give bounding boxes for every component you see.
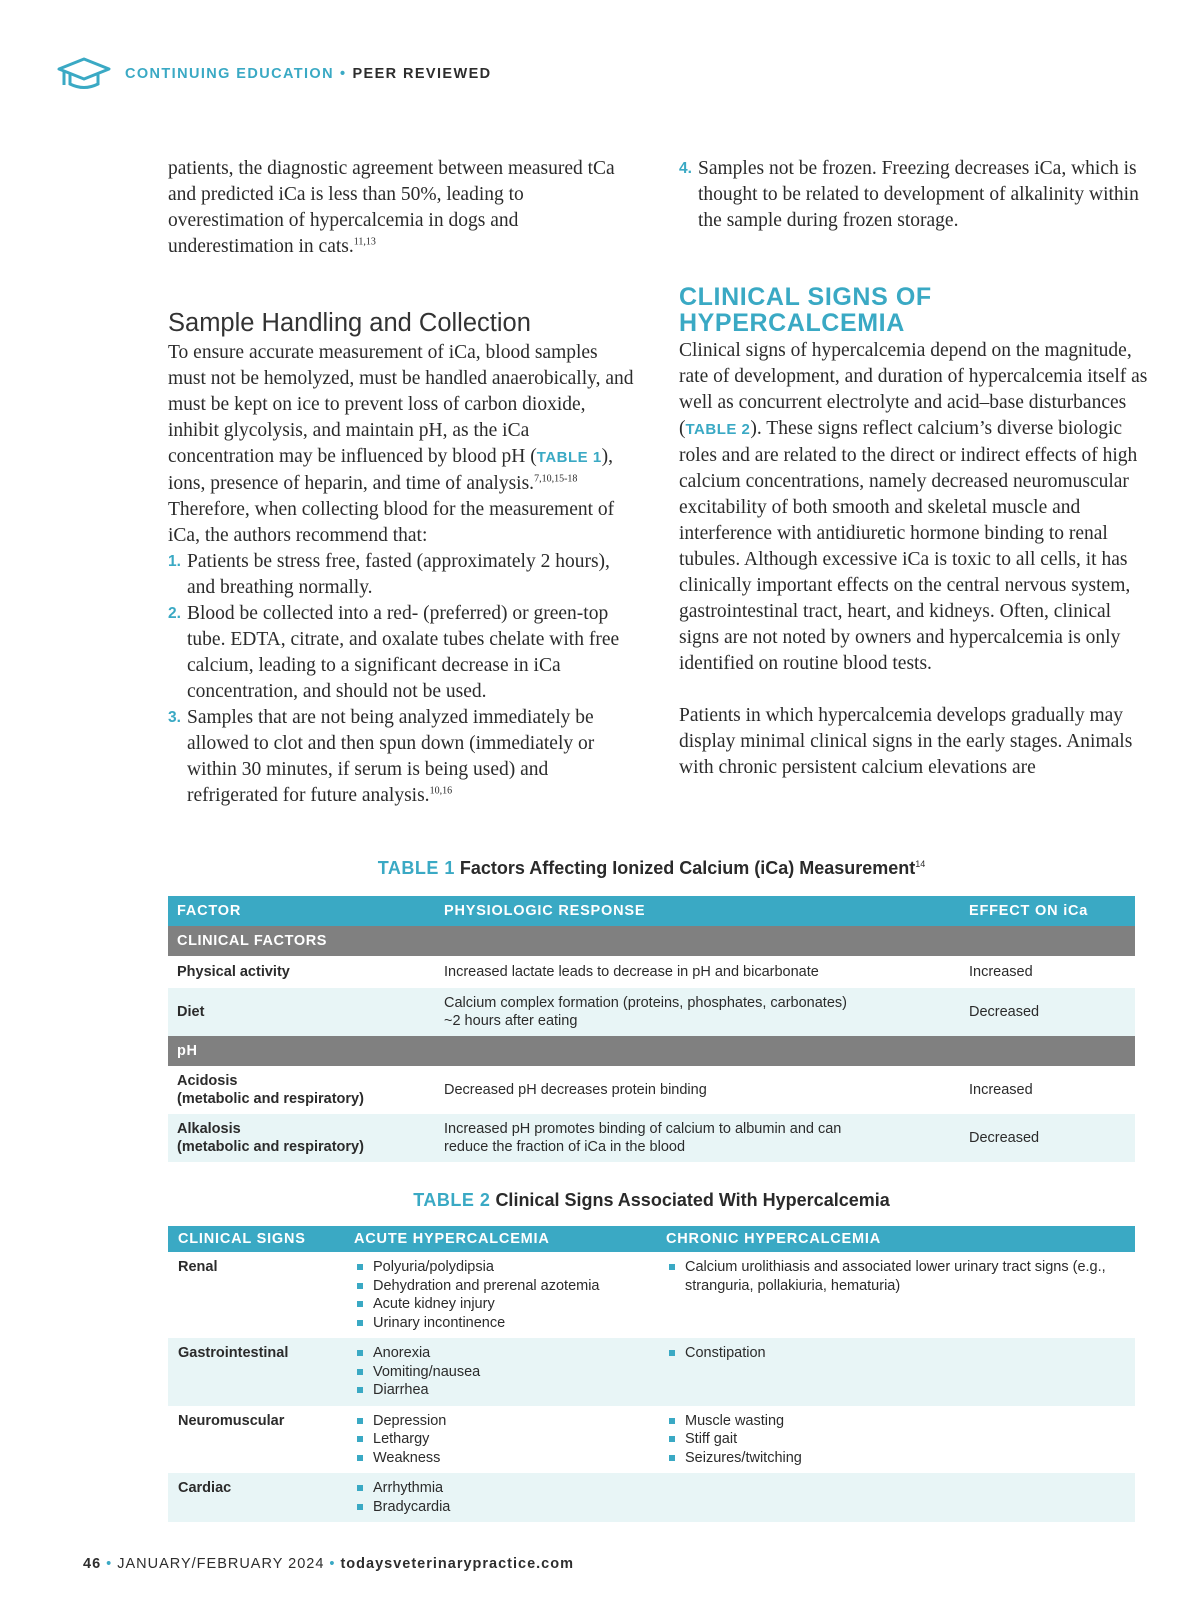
column-header: CHRONIC HYPERCALCEMIA bbox=[656, 1226, 1135, 1252]
clinical-signs-paragraph: Clinical signs of hypercalcemia depend on the magnitude, rate of development, and duration of hypercalcemia itself as well as concurrent electrolyte and acid–base disturbances (TABLE 2). These signs reflect calcium’s diverse biologic roles and are related to the direct or indirect effects of high calcium concentrations, namely decreased neuromuscular excitability of both smooth and skeletal muscle and interference with antidiuretic hormone binding to renal tubules. Although excessive iCa is toxic to all cells, it has clinically important effects on the central nervous system, gastrointestinal tract, heart, and kidneys. Often, clinical signs are not noted by owners and hypercalcemia is only identified on routine blood tests. bbox=[679, 340, 1148, 674]
continuing-education-label: CONTINUING EDUCATION bbox=[125, 66, 334, 82]
list-item: 4. Samples not be frozen. Freezing decreases iCa, which is thought to be related to development of alkalinity within the sample during frozen storage. bbox=[679, 158, 1139, 231]
table-2 bbox=[168, 1226, 1135, 1522]
column-header: ACUTE HYPERCALCEMIA bbox=[344, 1226, 656, 1252]
section-heading-clinical-signs: CLINICAL SIGNS OF HYPERCALCEMIA bbox=[679, 283, 932, 337]
table-2-reference[interactable]: TABLE 2 bbox=[685, 421, 751, 438]
table-row: Gastrointestinal Anorexia Vomiting/nausea Diarrhea Constipation bbox=[168, 1338, 1135, 1406]
left-column bbox=[168, 156, 638, 809]
column-header: FACTOR bbox=[168, 896, 435, 926]
graduation-cap-icon bbox=[56, 56, 112, 92]
page-number: 46 bbox=[83, 1556, 102, 1572]
right-column bbox=[679, 156, 1149, 781]
issue-date: JANUARY/FEBRUARY 2024 bbox=[117, 1556, 325, 1572]
table-row: Diet Calcium complex formation (proteins, phosphates, carbonates) ~2 hours after eating Decreased bbox=[168, 988, 1135, 1036]
gradual-hypercalcemia-paragraph: Patients in which hypercalcemia develops gradually may display minimal clinical signs in the early stages. Animals with chronic persistent calcium elevations are bbox=[679, 705, 1133, 778]
column-header: CLINICAL SIGNS bbox=[168, 1226, 344, 1252]
table-row: Neuromuscular Depression Lethargy Weakness Muscle wasting Stiff gait Seizures/twitching bbox=[168, 1406, 1135, 1474]
recommendations-list bbox=[168, 549, 638, 809]
header-separator: • bbox=[339, 66, 347, 82]
table-header-row bbox=[168, 896, 1135, 926]
citation: 10,16 bbox=[429, 785, 453, 797]
recommendations-list-continued bbox=[679, 156, 1149, 234]
column-header: PHYSIOLOGIC RESPONSE bbox=[435, 896, 960, 926]
intro-paragraph: patients, the diagnostic agreement between measured tCa and predicted iCa is less than 50%, leading to overestimation of hypercalcemia in dogs and underestimation in cats.$^{11,13}$ bbox=[168, 158, 615, 257]
table-1-caption: TABLE 1 Factors Affecting Ionized Calcium (iCa) Measurement$^{14}$ bbox=[377, 858, 926, 878]
group-row: pH bbox=[168, 1036, 1135, 1066]
sample-handling-paragraph: To ensure accurate measurement of iCa, blood samples must not be hemolyzed, must be handled anaerobically, and must be kept on ice to prevent loss of carbon dioxide, inhibit glycolysis, and maintain pH, as the iCa concentration may be influenced by blood pH (TABLE 1), ions, presence of heparin, and time of analysis.$^{7,10,15-18}$ Therefore, when collecting blood for the measurement of iCa, the authors recommend that: bbox=[168, 342, 634, 546]
table-row: Physical activity Increased lactate leads to decrease in pH and bicarbonate Increased bbox=[177, 963, 1033, 980]
list-item: 3. Samples that are not being analyzed immediately be allowed to clot and then spun down (immediately or within 30 minutes, if serum is being used) and refrigerated for future analysis.$^{10,16}$ bbox=[168, 707, 595, 806]
group-row: CLINICAL FACTORS bbox=[168, 926, 1135, 956]
table-row: Acidosis (metabolic and respiratory) Decreased pH decreases protein binding Increased bbox=[177, 1072, 1033, 1107]
table-2-caption: TABLE 2 Clinical Signs Associated With Hypercalcemia bbox=[413, 1190, 890, 1210]
table-1-reference[interactable]: TABLE 1 bbox=[536, 449, 602, 466]
table-row: Cardiac Arrhythmia Bradycardia bbox=[168, 1473, 1135, 1522]
list-item: 2. Blood be collected into a red- (preferred) or green-top tube. EDTA, citrate, and oxalate tubes chelate with free calcium, leading to a significant decrease in iCa concentration, and should not be used. bbox=[168, 603, 620, 702]
page-footer: 46 • JANUARY/FEBRUARY 2024 • todaysveterinarypractice.com bbox=[83, 1556, 574, 1572]
table-row: Renal Polyuria/polydipsia Dehydration and prerenal azotemia Acute kidney injury Urinary incontinence Calcium urolithiasis and associated lower urinary tract signs (e.g., stranguria, pollakiuria, hematuria) bbox=[168, 1252, 1135, 1338]
running-header bbox=[56, 56, 492, 92]
peer-reviewed-label: PEER REVIEWED bbox=[352, 66, 492, 82]
citation: 11,13 bbox=[353, 236, 376, 248]
header-text bbox=[125, 66, 492, 82]
table-1 bbox=[168, 896, 1135, 1162]
list-item: 1. Patients be stress free, fasted (approximately 2 hours), and breathing normally. bbox=[168, 551, 610, 598]
section-heading-sample-handling: Sample Handling and Collection bbox=[168, 309, 531, 337]
website-link[interactable]: todaysveterinarypractice.com bbox=[340, 1556, 574, 1572]
citation: 7,10,15-18 bbox=[534, 473, 578, 485]
table-header-row bbox=[168, 1226, 1135, 1252]
table-row: Alkalosis (metabolic and respiratory) Increased pH promotes binding of calcium to albumin and can reduce the fraction of iCa in the blood Decreased bbox=[168, 1114, 1135, 1162]
column-header: EFFECT ON iCa bbox=[960, 896, 1135, 926]
